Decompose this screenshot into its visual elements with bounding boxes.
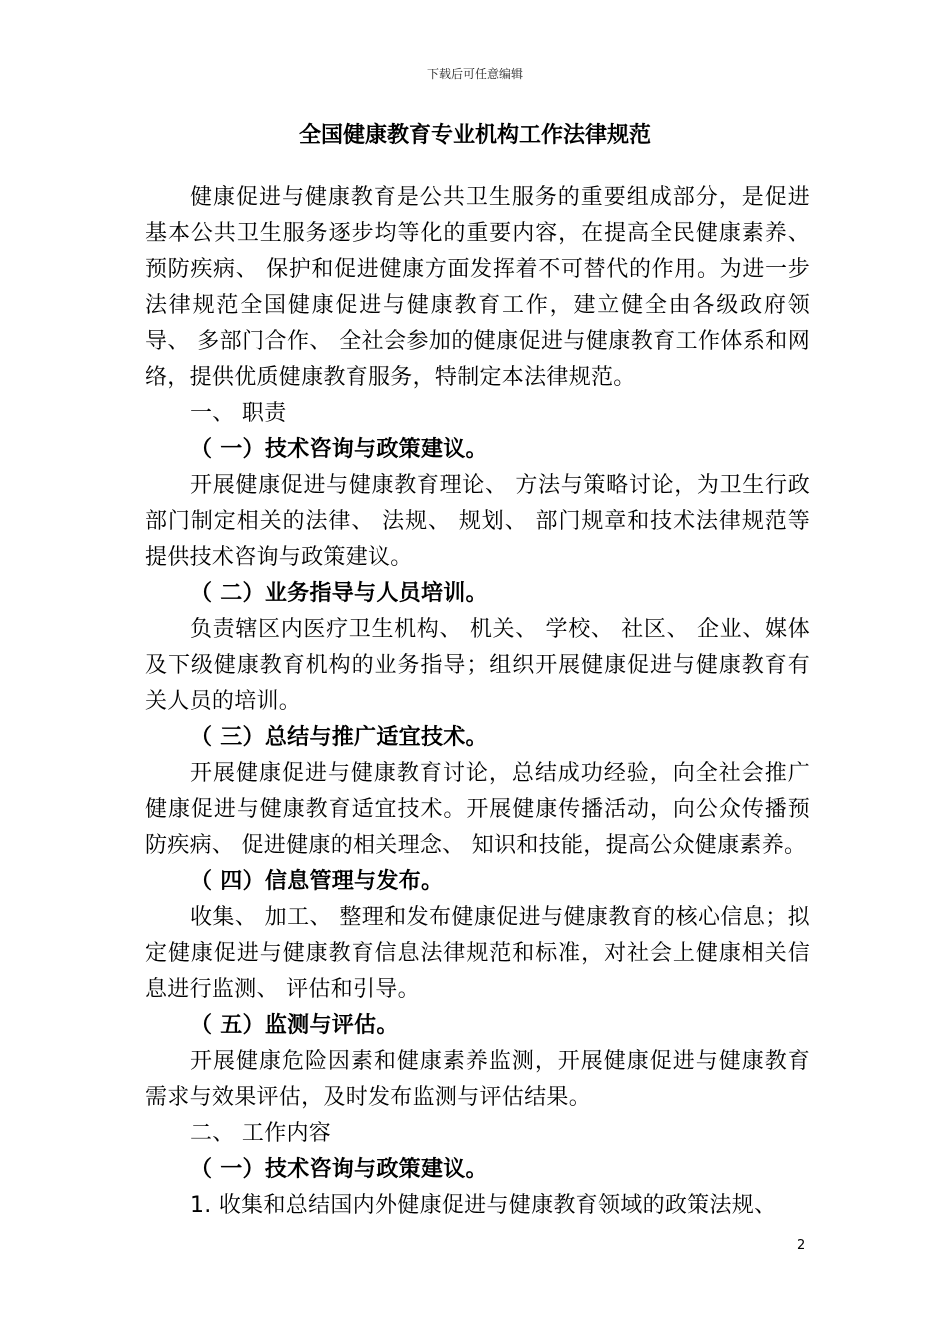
paragraph-technical-consulting: 开展健康促进与健康教育理论、 方法与策略讨论，为卫生行政部门制定相关的法律、 法规、 规划、 部门规章和技术法律规范等提供技术咨询与政策建议。 [145,473,811,570]
paragraph-information-management: 收集、 加工、 整理和发布健康促进与健康教育的核心信息；拟定健康促进与健康教育信息法律规范和标准，对社会上健康相关信息进行监测、 评估和引导。 [145,905,810,1002]
document-title: 全国健康教育专业机构工作法律规范 [298,123,651,148]
subheading-summary-promotion: （ 三）总结与推广适宜技术。 [190,725,488,750]
header-note: 下载后可任意编辑 [426,67,523,81]
subheading-monitoring-evaluation: （ 五）监测与评估。 [190,1013,399,1038]
subheading-information-management: （ 四）信息管理与发布。 [190,869,444,894]
paragraph-monitoring-evaluation: 开展健康危险因素和健康素养监测，开展健康促进与健康教育需求与效果评估，及时发布监测与评估结果。 [145,1049,810,1110]
subheading-technical-consulting: （ 一）技术咨询与政策建议。 [190,437,488,462]
intro-paragraph: 健康促进与健康教育是公共卫生服务的重要组成部分，是促进基本公共卫生服务逐步均等化的重要内容，在提高全民健康素养、 预防疾病、 保护和促进健康方面发挥着不可替代的作用。为进一步法律规范全国健康促进与健康教育工作，建立健全由各级政府领导、 多部门合作、 全社会参加的健康促进与健康教育工作体系和网络，提供优质健康教育服务，特制定本法律规范。 [145,185,810,390]
paragraph-work-item-1: 1. 收集和总结国内外健康促进与健康教育领域的政策法规、 [190,1193,777,1218]
paragraph-business-guidance: 负责辖区内医疗卫生机构、 机关、 学校、 社区、 企业、媒体及下级健康教育机构的业务指导；组织开展健康促进与健康教育有关人员的培训。 [145,617,810,714]
subheading-work-technical-consulting: （ 一）技术咨询与政策建议。 [190,1157,488,1182]
paragraph-summary-promotion: 开展健康促进与健康教育讨论，总结成功经验，向全社会推广健康促进与健康教育适宜技术。开展健康传播活动，向公众传播预防疾病、 促进健康的相关理念、 知识和技能，提高公众健康素养。 [145,761,810,858]
subheading-business-guidance: （ 二）业务指导与人员培训。 [190,581,488,606]
page-number: 2 [797,1238,806,1253]
section-heading-duties: 一、 职责 [190,401,287,426]
document-body [145,180,810,1224]
section-heading-work-content: 二、 工作内容 [190,1121,332,1146]
